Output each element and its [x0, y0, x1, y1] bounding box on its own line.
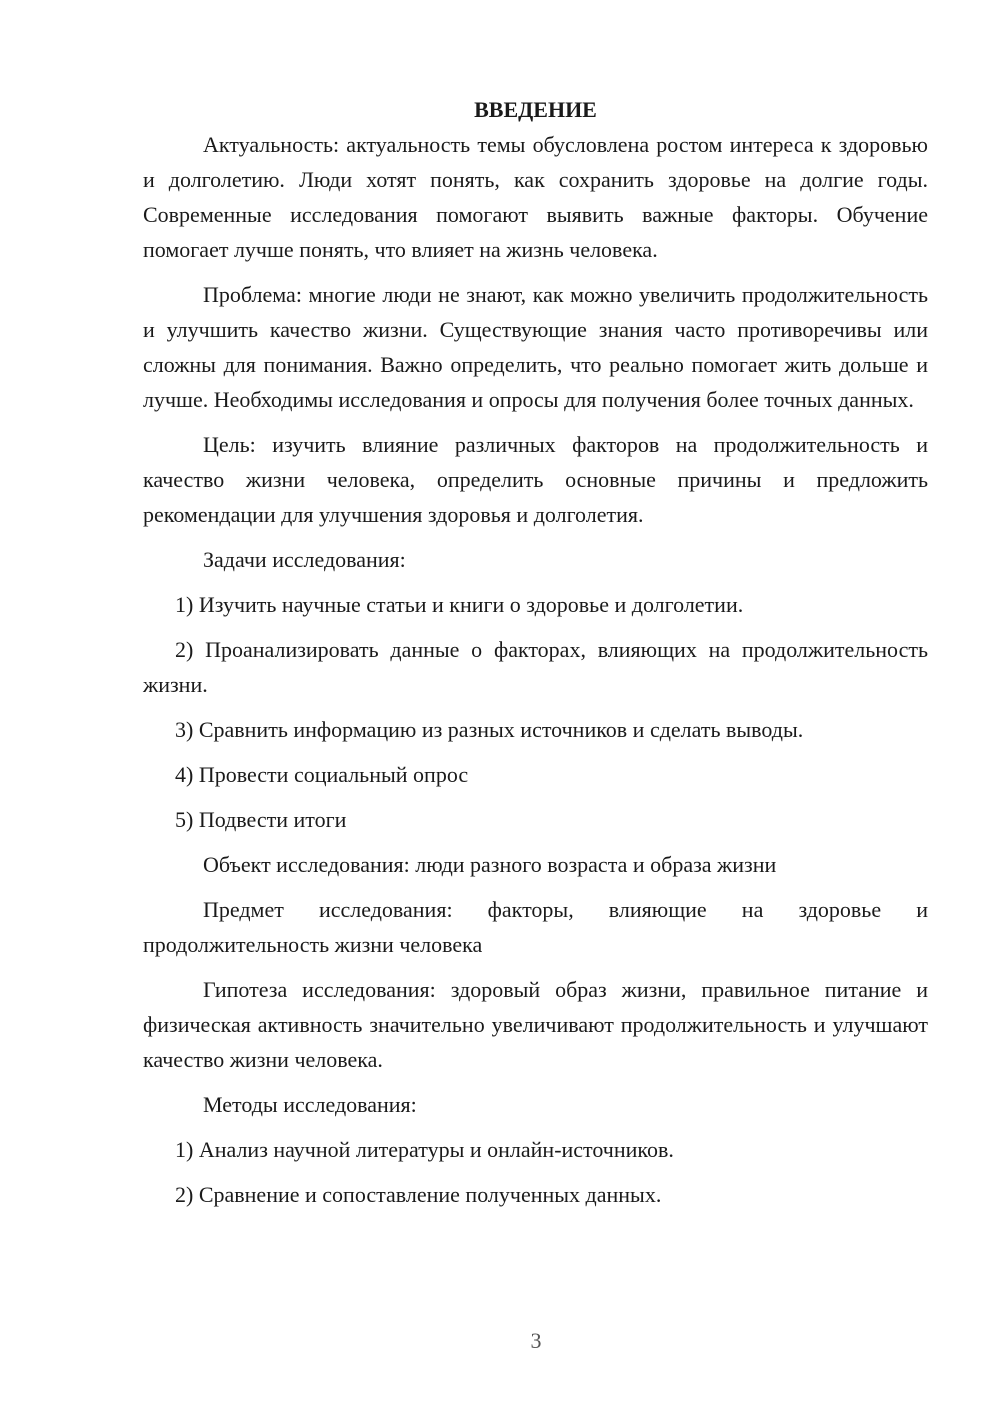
paragraph-hypothesis: Гипотеза исследования: здоровый образ жизни, правильное питание и физическая активность значительно увеличивают продолжительность и улучшают качество жизни человека. — [143, 977, 928, 1072]
paragraph-relevance: Актуальность: актуальность темы обусловлена ростом интереса к здоровью и долголетию. Люди хотят понять, как сохранить здоровье на долгие годы. Современные исследования помогают выявить важные факторы. Обучение помогает лучше понять, что влияет на жизнь человека. — [143, 132, 928, 262]
document-page — [143, 92, 928, 1222]
paragraph-object: Объект исследования: люди разного возраста и образа жизни — [203, 852, 777, 877]
list-item: 2) Проанализировать данные о факторах, влияющих на продолжительность жизни. — [143, 637, 928, 697]
tasks-list — [143, 587, 928, 837]
paragraph-subject: Предмет исследования: факторы, влияющие на здоровье и продолжительность жизни человека — [143, 897, 928, 957]
list-item: 4) Провести социальный опрос — [175, 762, 469, 787]
methods-list — [143, 1132, 928, 1212]
list-item: 5) Подвести итоги — [175, 807, 347, 832]
list-item: 1) Изучить научные статьи и книги о здоровье и долголетии. — [175, 592, 744, 617]
paragraph-goal: Цель: изучить влияние различных факторов на продолжительность и качество жизни человека, определить основные причины и предложить рекомендации для улучшения здоровья и долголетия. — [143, 432, 928, 527]
list-item: 1) Анализ научной литературы и онлайн-источников. — [175, 1137, 674, 1162]
list-item: 2) Сравнение и сопоставление полученных данных. — [175, 1182, 662, 1207]
section-title: ВВЕДЕНИЕ — [474, 97, 597, 122]
paragraph-methods-heading: Методы исследования: — [203, 1092, 417, 1117]
page-number: 3 — [530, 1328, 542, 1353]
paragraph-problem: Проблема: многие люди не знают, как можно увеличить продолжительность и улучшить качество жизни. Существующие знания часто противоречивы или сложны для понимания. Важно определить, что реально помогает жить дольше и лучше. Необходимы исследования и опросы для получения более точных данных. — [143, 282, 928, 412]
list-item: 3) Сравнить информацию из разных источников и сделать выводы. — [175, 717, 804, 742]
paragraph-tasks-heading: Задачи исследования: — [203, 547, 406, 572]
